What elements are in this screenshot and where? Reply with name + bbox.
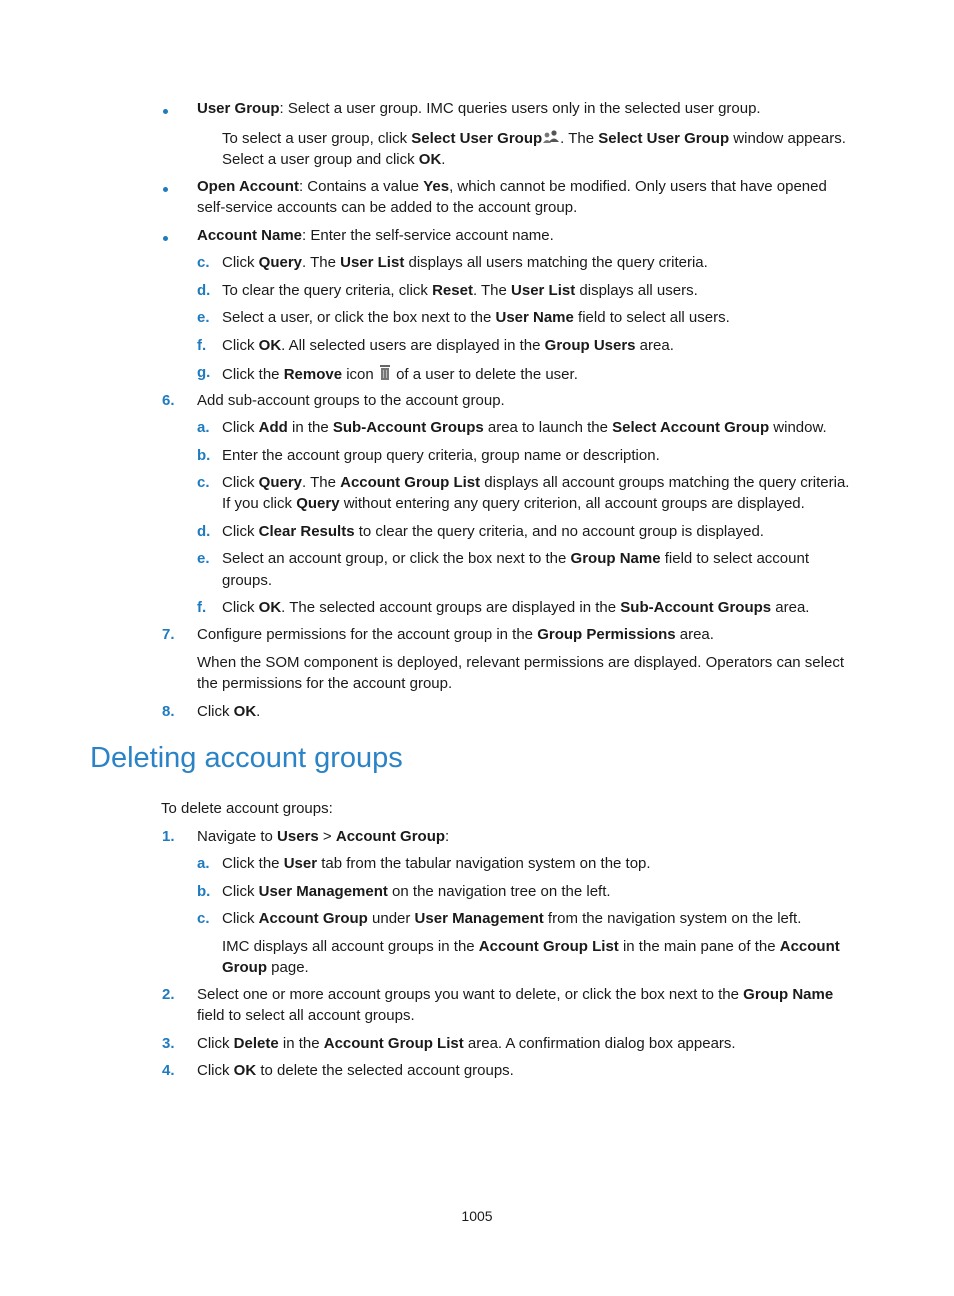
step-marker: f. xyxy=(197,599,207,616)
step-marker: e. xyxy=(197,309,210,326)
step-marker: 1. xyxy=(162,828,175,845)
step-text: Click Add in the Sub-Account Groups area to launch the Select Account Group window. xyxy=(222,419,827,436)
step-marker: 2. xyxy=(162,986,175,1003)
trash-icon xyxy=(378,364,392,385)
step-text: Select one or more account groups you want to delete, or click the box next to the Group Name xyxy=(197,986,834,1003)
step-text: Click Query. The Account Group List displays all account groups matching the query criteria. xyxy=(222,474,850,491)
step-text: groups. xyxy=(222,572,273,589)
step-text: Click OK. All selected users are displayed in the Group Users area. xyxy=(222,337,674,354)
intro-text: To delete account groups: xyxy=(161,800,333,817)
step-marker: g. xyxy=(197,364,211,381)
item-open-account: Open Account: Contains a value Yes, which cannot be modified. Only users that have opened xyxy=(197,178,827,195)
step-text: Click User Management on the navigation tree on the left. xyxy=(222,883,611,900)
step-text: Click OK. The selected account groups are displayed in the Sub-Account Groups area. xyxy=(222,599,810,616)
step-marker: 8. xyxy=(162,703,175,720)
step-text: Navigate to Users > Account Group: xyxy=(197,828,450,845)
step-text: Click the Remove icon of a user to delete the user. xyxy=(222,366,578,383)
bullet xyxy=(163,187,168,192)
step-marker: f. xyxy=(197,337,207,354)
step-marker: c. xyxy=(197,254,210,271)
page-number: 1005 xyxy=(461,1208,493,1224)
item-user-group-detail-2: Select a user group and click OK. xyxy=(222,151,446,168)
step-marker: 6. xyxy=(162,392,175,409)
step-marker: a. xyxy=(197,419,210,436)
item-user-group: User Group: Select a user group. IMC queries users only in the selected user group. xyxy=(197,100,761,117)
step-text: Configure permissions for the account group in the Group Permissions area. xyxy=(197,626,714,643)
step-text: Select an account group, or click the box next to the Group Name field to select account xyxy=(222,550,809,567)
step-text: When the SOM component is deployed, relevant permissions are displayed. Operators can select xyxy=(197,654,844,671)
step-text: Group page. xyxy=(222,959,309,976)
step-text: Select a user, or click the box next to the User Name field to select all users. xyxy=(222,309,730,326)
step-marker: a. xyxy=(197,855,210,872)
item-open-account-cont: self-service accounts can be added to the account group. xyxy=(197,199,578,216)
step-text: Enter the account group query criteria, group name or description. xyxy=(222,447,660,464)
step-marker: b. xyxy=(197,447,211,464)
step-marker: 3. xyxy=(162,1035,175,1052)
step-marker: b. xyxy=(197,883,211,900)
step-text: Click OK. xyxy=(197,703,261,720)
bullet xyxy=(163,236,168,241)
bullet xyxy=(163,109,168,114)
step-marker: c. xyxy=(197,910,210,927)
step-text: Add sub-account groups to the account group. xyxy=(197,392,505,409)
step-text: Click Delete in the Account Group List area. A confirmation dialog box appears. xyxy=(197,1035,736,1052)
step-marker: e. xyxy=(197,550,210,567)
step-text: the permissions for the account group. xyxy=(197,675,453,692)
item-account-name: Account Name: Enter the self-service account name. xyxy=(197,227,554,244)
step-text: field to select all account groups. xyxy=(197,1007,415,1024)
step-text: Click Query. The User List displays all users matching the query criteria. xyxy=(222,254,708,271)
step-text: Click the User tab from the tabular navigation system on the top. xyxy=(222,855,651,872)
step-marker: 4. xyxy=(162,1062,175,1079)
step-text: Click Clear Results to clear the query criteria, and no account group is displayed. xyxy=(222,523,764,540)
step-text: Click OK to delete the selected account groups. xyxy=(197,1062,514,1079)
section-heading: Deleting account groups xyxy=(90,742,403,774)
step-text: If you click Query without entering any query criterion, all account groups are displayed. xyxy=(222,495,805,512)
step-text: IMC displays all account groups in the Account Group List in the main pane of the Account xyxy=(222,938,840,955)
step-text: To clear the query criteria, click Reset. The User List displays all users. xyxy=(222,282,698,299)
step-marker: c. xyxy=(197,474,210,491)
step-marker: d. xyxy=(197,282,211,299)
user-group-icon xyxy=(542,129,560,149)
step-text: Click Account Group under User Management from the navigation system on the left. xyxy=(222,910,802,927)
step-marker: 7. xyxy=(162,626,175,643)
step-marker: d. xyxy=(197,523,211,540)
item-user-group-detail: To select a user group, click Select User Group . The Select User Group window appears. xyxy=(222,130,846,147)
